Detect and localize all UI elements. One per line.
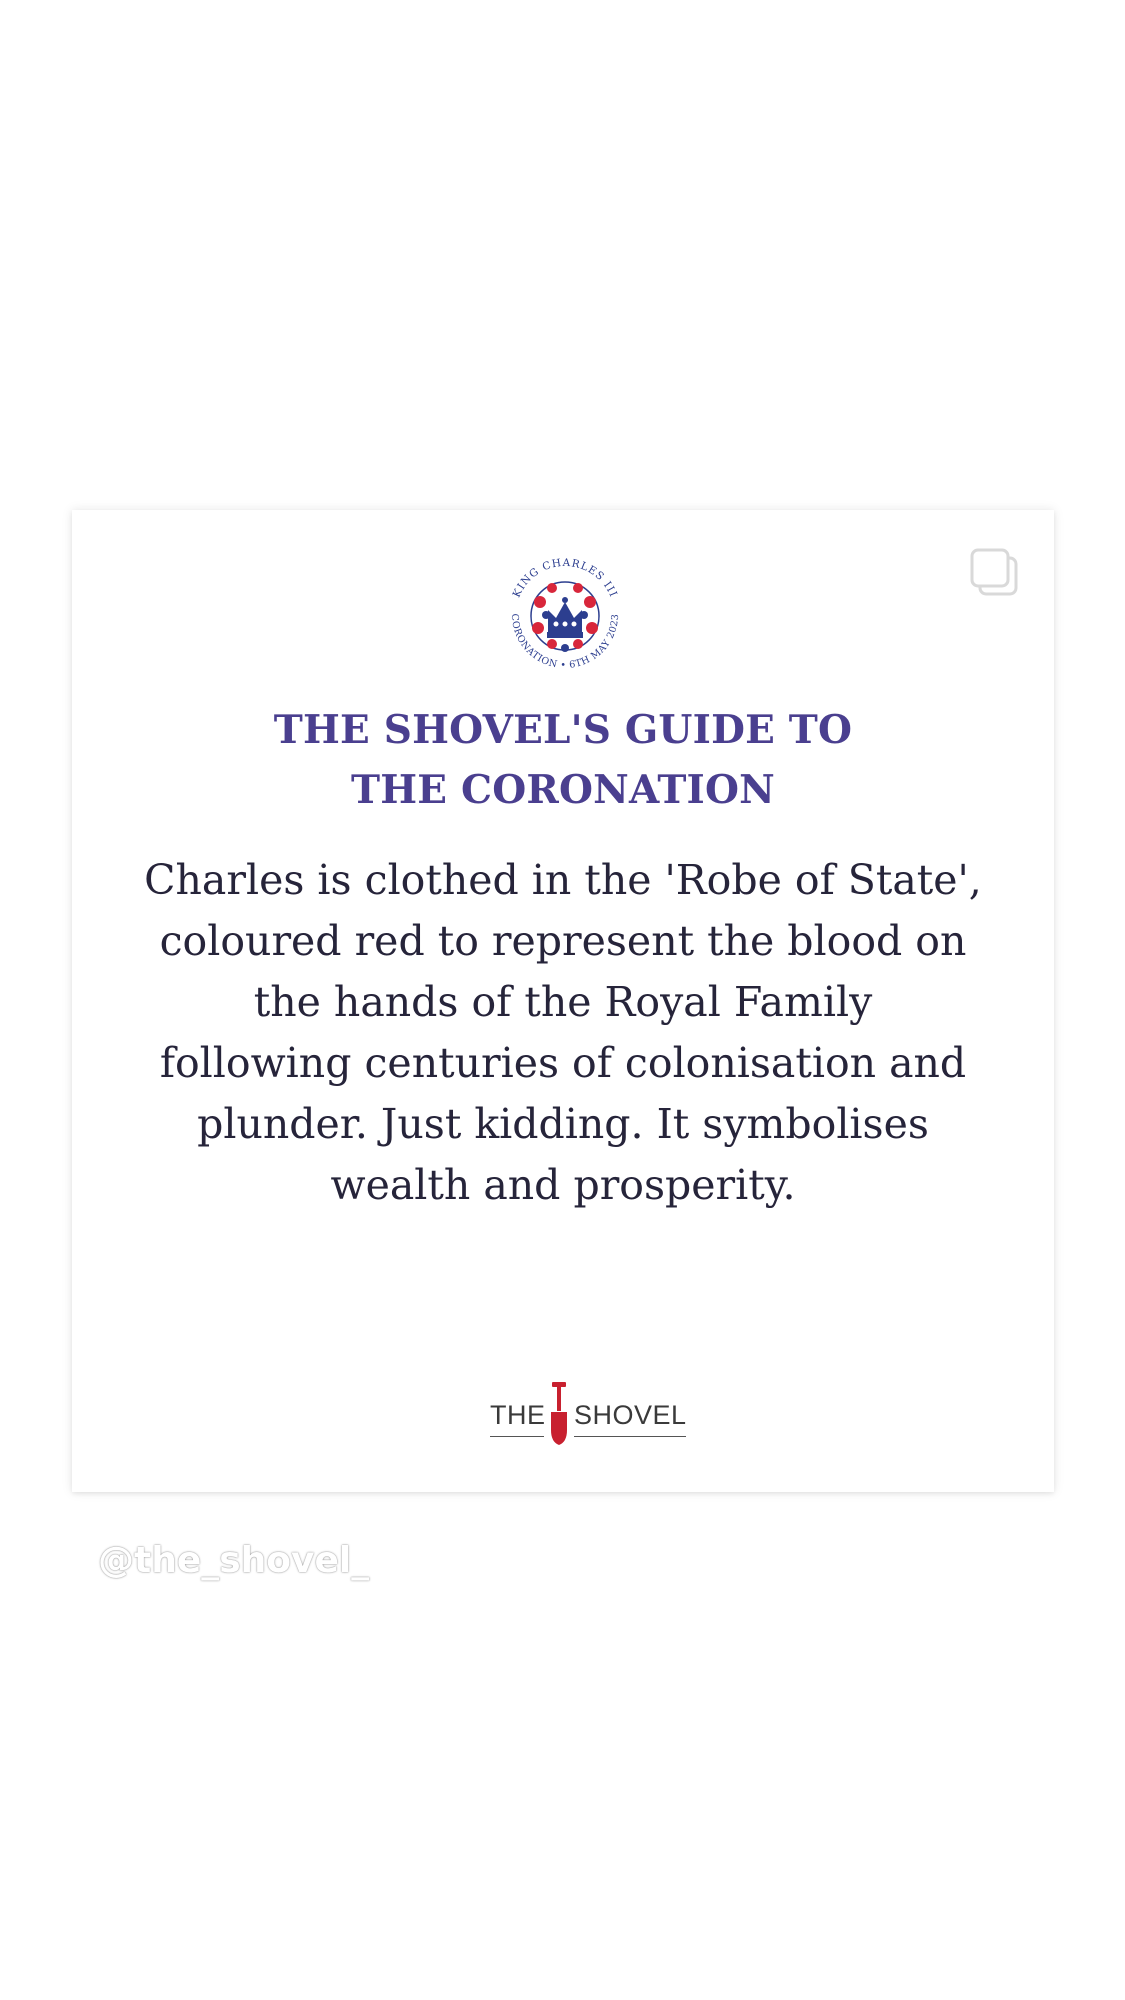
emblem-top-text: KING CHARLES III — [510, 556, 620, 600]
emblem-bottom-text: CORONATION • 6TH MAY 2023 — [508, 613, 622, 672]
body-line-4: following centuries of colonisation and — [159, 1039, 967, 1087]
multiple-posts-icon — [968, 546, 1024, 602]
brand-shovel-text: SHOVEL — [574, 1400, 687, 1430]
post-headline — [72, 700, 1054, 820]
the-shovel-logo — [490, 1380, 690, 1450]
body-line-1: Charles is clothed in the 'Robe of State', — [144, 856, 982, 904]
body-line-3: the hands of the Royal Family — [253, 978, 873, 1026]
post-body — [132, 850, 994, 1216]
brand-underline-left — [490, 1436, 544, 1437]
spade-icon — [548, 1382, 570, 1446]
headline-line-2: THE CORONATION — [350, 767, 776, 813]
coronation-emblem-icon — [500, 550, 630, 680]
story-mention-handle[interactable]: @the_shovel_ — [98, 1540, 370, 1581]
brand-underline-right — [574, 1436, 686, 1437]
headline-line-1: THE SHOVEL'S GUIDE TO — [273, 707, 853, 753]
body-line-2: coloured red to represent the blood on — [159, 917, 967, 965]
brand-the-text: THE — [490, 1400, 546, 1430]
body-line-6: wealth and prosperity. — [330, 1161, 796, 1209]
shared-post-card[interactable] — [72, 510, 1054, 1492]
body-line-5: plunder. Just kidding. It symbolises — [197, 1100, 929, 1148]
